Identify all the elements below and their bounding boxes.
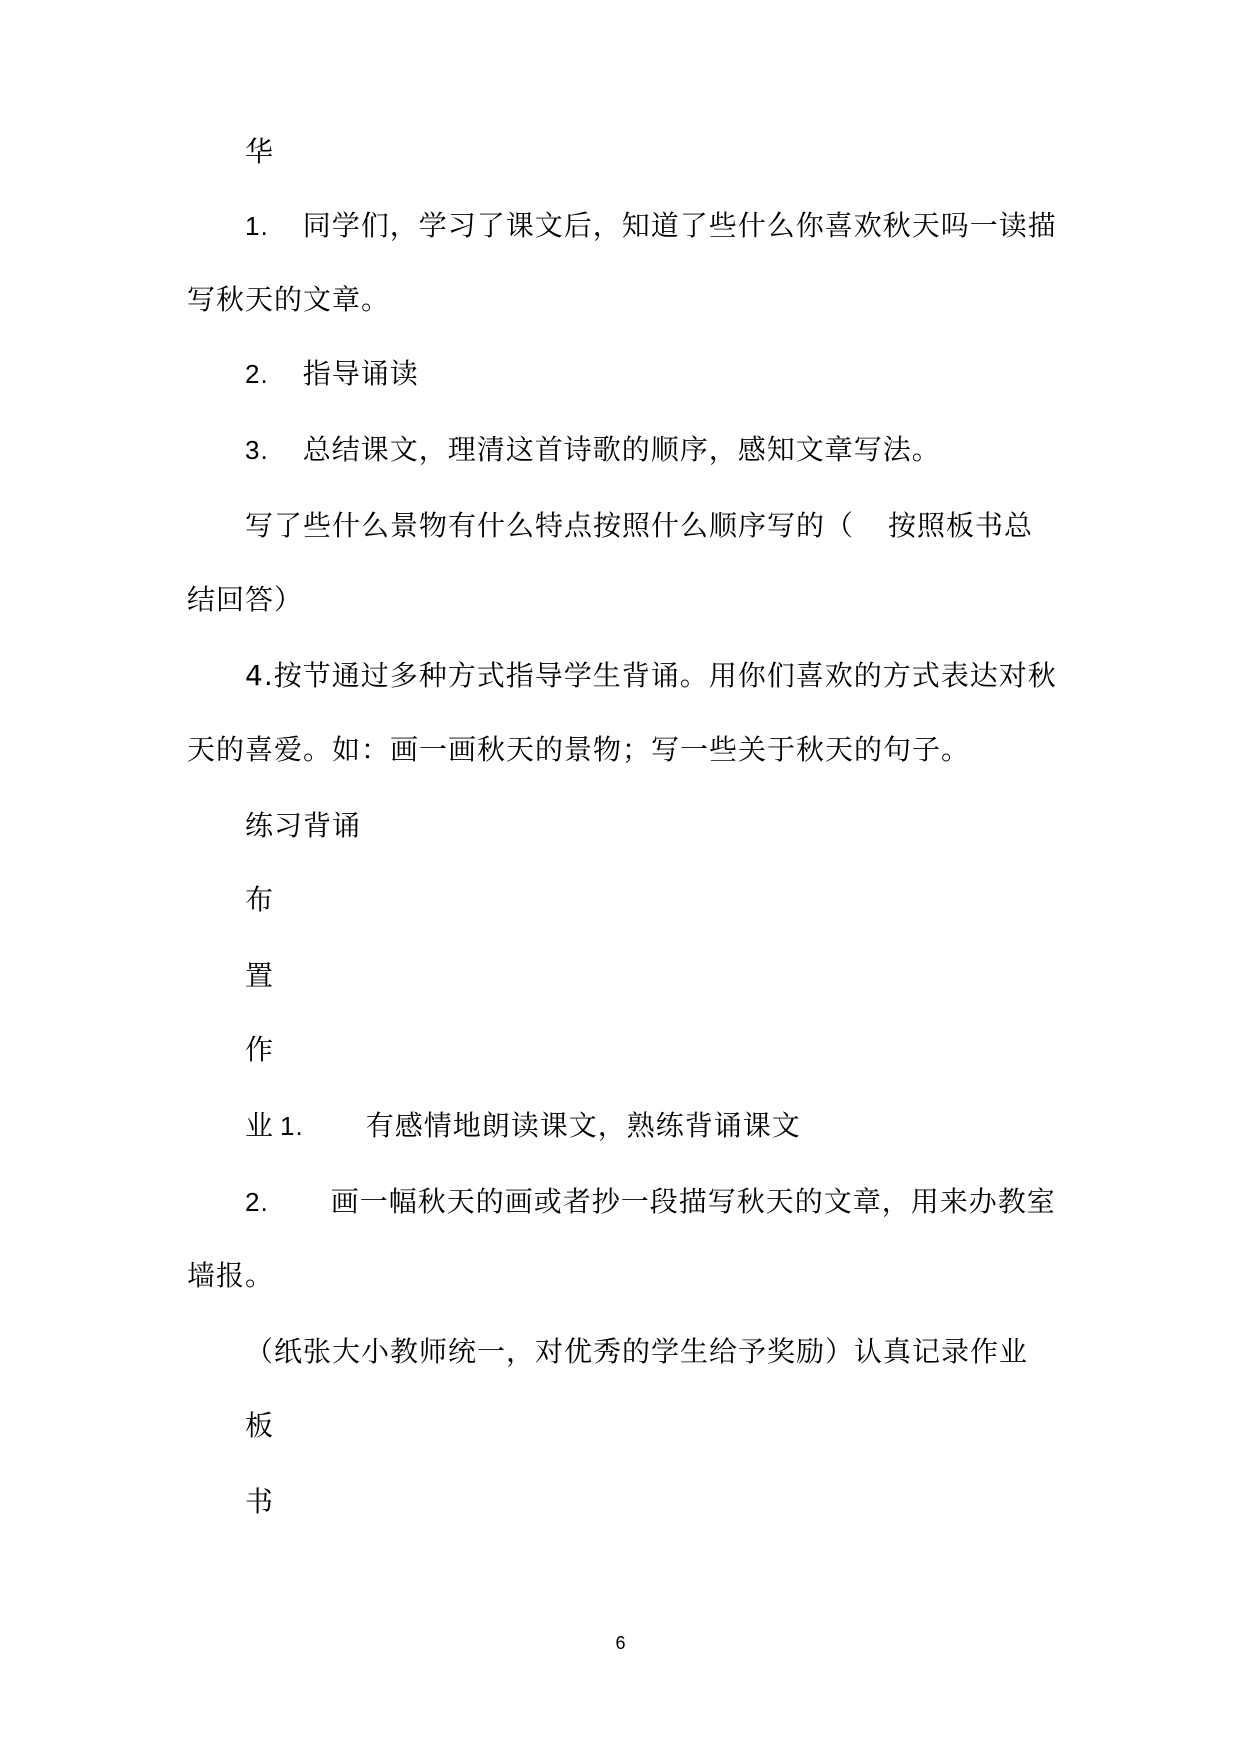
line-text: 业 [245,1109,275,1142]
numbered-item [245,1182,1056,1222]
item-number: 2. [245,1187,269,1217]
line-text: 墙报。 [187,1259,275,1292]
line-text: 置 [245,959,275,992]
numbered-item [245,354,419,394]
line-text: 布 [245,883,275,916]
line-text: 练习背诵 [245,809,362,842]
text-line [245,880,274,920]
text-line [187,580,303,620]
text-line [245,1030,274,1070]
item-text: 同学们，学习了课文后，知道了些什么你喜欢秋天吗一读描 [302,209,1057,242]
text-line [187,1256,274,1296]
numbered-item [245,1106,801,1146]
text-line [245,506,1033,546]
text-line [245,132,274,172]
line-text: 华 [245,135,275,168]
line-text: 书 [245,1485,275,1518]
item-number: 1. [280,1111,304,1141]
line-text: 天的喜爱。如：画一画秋天的景物；写一些关于秋天的句子。 [187,733,971,766]
line-text: 板 [245,1409,275,1442]
item-number: 2. [245,359,269,389]
text-line [245,1406,274,1446]
numbered-item [245,430,941,470]
text-line [245,1482,274,1522]
text-line [245,1332,1028,1372]
text-line [187,730,970,770]
item-text: 有感情地朗读课文，熟练背诵课文 [365,1109,801,1142]
item-text: 总结课文，理清这首诗歌的顺序，感知文章写法。 [302,433,941,466]
text-line [245,956,274,996]
line-text: （纸张大小教师统一，对优秀的学生给予奖励）认真记录作业 [245,1335,1029,1368]
line-text: 4.按节通过多种方式指导学生背诵。用你们喜欢的方式表达对秋 [245,659,1057,692]
line-text: 写了些什么景物有什么特点按照什么顺序写的（ [245,509,855,542]
line-text: 写秋天的文章。 [187,283,391,316]
text-line [187,280,390,320]
line-text: 按照板书总 [888,509,1034,542]
line-text: 结回答） [187,583,304,616]
text-line [245,656,1057,696]
page-number: 6 [615,1633,626,1653]
item-text: 指导诵读 [302,357,419,390]
text-line [245,806,361,846]
line-text: 作 [245,1033,275,1066]
numbered-item [245,206,1057,246]
item-number: 3. [245,435,269,465]
item-text: 画一幅秋天的画或者抄一段描写秋天的文章，用来办教室 [330,1185,1056,1218]
item-number: 1. [245,211,269,241]
